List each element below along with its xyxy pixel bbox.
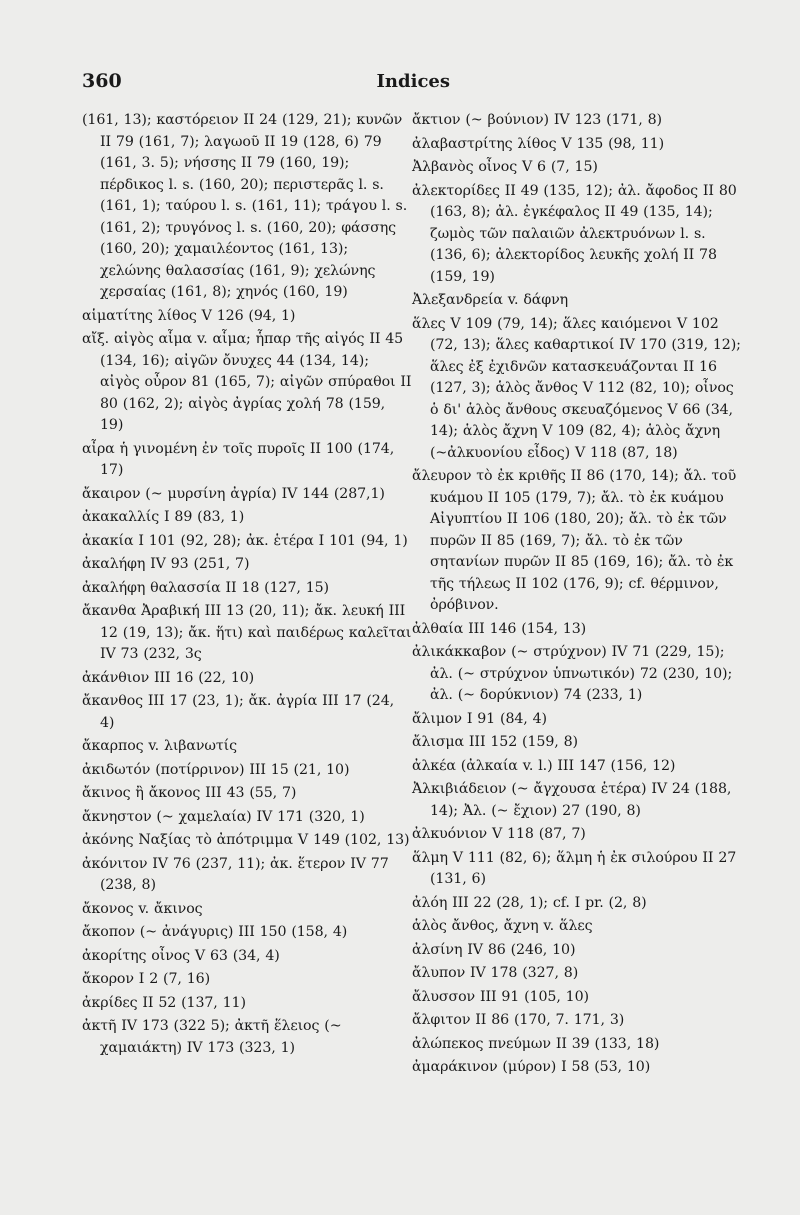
index-entry: ἀλώπεκος πνεύμων II 39 (133, 18) [412,1035,660,1052]
index-entry: ἄλυσσον III 91 (105, 10) [412,988,589,1005]
index-entry: ἀκακία I 101 (92, 28); ἀκ. ἑτέρα I 101 (94, 1) [82,532,408,549]
index-column-right [412,110,742,1081]
index-entry: ἀλαβαστρίτης λίθος V 135 (98, 11) [412,135,665,152]
index-entry: ἄκοπον (~ ἀνάγυρις) III 150 (158, 4) [82,924,348,940]
index-entry: ἀλεκτορίδες II 49 (135, 12); ἀλ. ἄφοδος II 80 (163, 8); ἀλ. ἐγκέφαλος II 49 (135, 14); ζωμὸς τῶν παλαιῶν ἀλεκτρυόνων l. s. (136, 6); ἀλεκτορίδος λευκῆς χολή II 78 (159, 19) [412,182,737,285]
index-entry: ἀλκυόνιον V 118 (87, 7) [412,826,586,842]
running-head: Indices [376,71,450,92]
index-entry: ἀκόνιτον IV 76 (237, 11); ἀκ. ἕτερον IV 77 (238, 8) [82,855,389,893]
index-entry: ἁλὸς ἄνθος, ἄχνη v. ἅλες [412,918,593,934]
index-entry: ἀλθαία III 146 (154, 13) [412,620,587,637]
index-entry: ἄλισμα III 152 (159, 8) [412,734,578,750]
index-entry: ἀκιδωτόν (ποτίρρινον) III 15 (21, 10) [82,761,350,778]
index-entry: ἀκρίδες II 52 (137, 11) [82,994,246,1011]
index-entry: ἄλιμον I 91 (84, 4) [412,710,547,727]
index-entry: ἀκορίτης οἶνος V 63 (34, 4) [82,947,280,964]
index-entry: ἄκορον I 2 (7, 16) [82,971,211,987]
index-entry: ἄκινος ἢ ἄκονος III 43 (55, 7) [82,785,297,801]
index-entry: ἄκαιρον (~ μυρσίνη ἀγρία) IV 144 (287,1) [82,485,385,502]
index-entry: ἀκάνθιον III 16 (22, 10) [82,669,255,686]
index-entry: αἴξ. αἰγὸς αἷμα v. αἷμα; ἧπαρ τῆς αἰγός II 45 (134, 16); αἰγῶν ὄνυχες 44 (134, 14); αἰγὸς οὖρον 81 (165, 7); αἰγῶν σπύραθοι II 80 (162, 2); αἰγὸς ἀγρίας χολή 78 (159, 19) [82,331,412,433]
index-entry: ἀλκέα (ἀλκαία v. l.) III 147 (156, 12) [412,757,676,774]
index-entry: Ἀλκιβιάδειον (~ ἄγχουσα ἑτέρα) IV 24 (188, 14); Ἀλ. (~ ἔχιον) 27 (190, 8) [412,781,732,819]
index-entry: ἄλφιτον II 86 (170, 7. 171, 3) [412,1012,625,1028]
index-entry: Ἀλεξανδρεία v. δάφνη [412,292,569,308]
index-entry: αἱματίτης λίθος V 126 (94, 1) [82,307,296,324]
index-entry: ἅλμη V 111 (82, 6); ἅλμη ἡ ἐκ σιλούρου II 27 (131, 6) [412,849,737,887]
index-entry: Ἀλβανὸς οἶνος V 6 (7, 15) [412,159,598,175]
index-entry: ἄκνηστον (~ χαμελαία) IV 171 (320, 1) [82,808,365,825]
page-number: 360 [82,70,122,92]
index-entry: (161, 13); καστόρειον II 24 (129, 21); κυνῶν II 79 (161, 7); λαγωοῦ II 19 (128, 6) 79 (161, 3. 5); νήσσης II 79 (160, 19); πέρδικος l. s. (160, 20); περιστερᾶς l. s. (161, 1); ταύρου l. s. (161, 11); τράγου l. s. (161, 2); τρυγόνος l. s. (160, 20); φάσσης (160, 20); χαμαιλέοντος (161, 13); χελώνης θαλασσίας (161, 9); χελώνης χερσαίας (161, 8); χηνός (160, 19) [82,112,408,300]
index-entry: ἄλευρον τὸ ἐκ κριθῆς II 86 (170, 14); ἄλ. τοῦ κυάμου II 105 (179, 7); ἄλ. τὸ ἐκ κυάμου Αἰγυπτίου II 106 (180, 20); ἄλ. τὸ ἐκ τῶν πυρῶν II 85 (169, 7); ἄλ. τὸ ἐκ τῶν σητανίων πυρῶν II 85 (169, 16); ἄλ. τὸ ἐκ τῆς τήλεως II 102 (176, 9); cf. θέρμινον, ὀρόβινον. [412,468,737,613]
index-entry: ἄλυπον IV 178 (327, 8) [412,965,579,981]
index-entry: ἀλσίνη IV 86 (246, 10) [412,941,576,958]
index-entry: ἀκακαλλίς I 89 (83, 1) [82,509,245,525]
index-entry: ἀλικάκκαβον (~ στρύχνον) IV 71 (229, 15); ἀλ. (~ στρύχνον ὑπνωτικόν) 72 (230, 10); ἀλ. (~ δορύκνιον) 74 (233, 1) [412,644,733,703]
index-entry: ἀκαλήφη θαλασσία II 18 (127, 15) [82,579,329,596]
index-entry: ἀκτῆ IV 173 (322 5); ἀκτῆ ἕλειος (~ χαμαιάκτη) IV 173 (323, 1) [82,1018,342,1056]
index-column-left [82,110,412,1061]
index-entry: ἀλόη III 22 (28, 1); cf. I pr. (2, 8) [412,894,647,911]
index-entry: ἀμαράκινον (μύρον) I 58 (53, 10) [412,1059,651,1075]
index-entry: αἶρα ἡ γινομένη ἐν τοῖς πυροῖς II 100 (174, 17) [82,440,395,478]
index-entry: ἄκανθα Ἀραβική III 13 (20, 11); ἄκ. λευκή III 12 (19, 13); ἄκ. ἥτι) καὶ παιδέρως καλεῖται IV 73 (232, 3ς [82,603,412,662]
index-entry: ἀκαλήφη IV 93 (251, 7) [82,556,250,572]
index-entry: ἄκονος v. ἄκινος [82,900,203,917]
index-entry: ἅλες V 109 (79, 14); ἅλες καιόμενοι V 102 (72, 13); ἅλες καθαρτικοί IV 170 (319, 12); ἅλες ἐξ ἐχιδνῶν κατασκευάζονται II 16 (127, 3); ἁλὸς ἄνθος V 112 (82, 10); οἶνος ὁ δι' ἁλὸς ἄνθους σκευαζόμενος V 66 (34, 14); ἁλὸς ἄχνη V 109 (82, 4); ἁλὸς ἄχνη (~ἀλκυονίου εἶδος) V 118 (87, 18) [412,315,741,461]
page-header [82,70,710,92]
index-entry: ἄκτιον (~ βούνιον) IV 123 (171, 8) [412,112,662,128]
index-entry: ἀκόνης Ναξίας τὸ ἀπότριμμα V 149 (102, 13) [82,832,410,848]
index-entry: ἄκαρπος v. λιβανωτίς [82,738,237,754]
index-entry: ἄκανθος III 17 (23, 1); ἄκ. ἀγρία III 17 (24, 4) [82,693,395,731]
